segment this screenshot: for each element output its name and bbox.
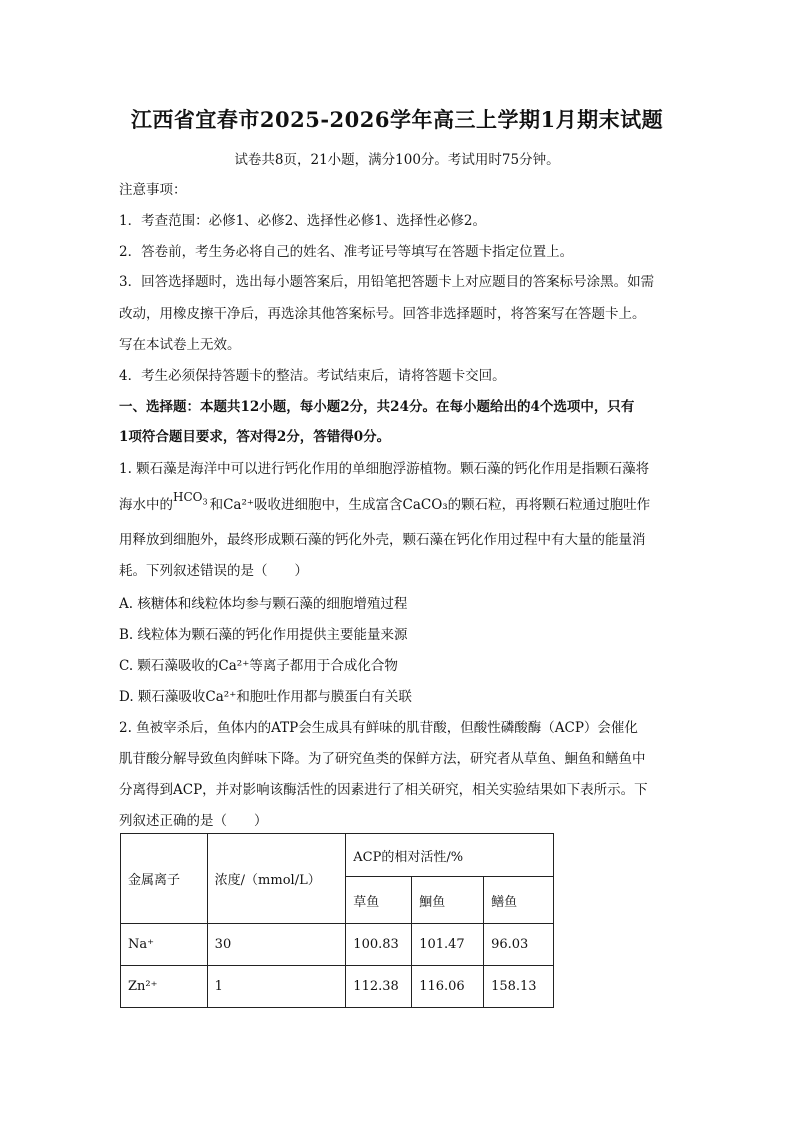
cell-conc: 1 [207,966,346,1008]
table-header-row [121,834,554,877]
notes-heading: 注意事项： [119,182,187,198]
note-item: 改动，用橡皮擦干净后，再选涂其他答案标号。回答非选择题时，将答案写在答题卡上。 [119,306,646,322]
note-item: 1．考查范围：必修1、必修2、选择性必修1、选择性必修2。 [119,213,486,229]
q1-text-segment: 和Ca²⁺吸收进细胞中，生成富含CaCO₃的颗石粒，再将颗石粒通过胞吐作 [209,497,651,513]
section-heading: 一、选择题：本题共12小题，每小题2分，共24分。在每小题给出的4个选项中，只有 [119,399,635,415]
option-d: D. 颗石藻吸收Ca²⁺和胞吐作用都与膜蛋白有关联 [119,689,412,705]
cell-value: 96.03 [484,924,554,966]
question-1-text: 耗。下列叙述错误的是（ ） [119,563,308,579]
cell-value: 158.13 [484,966,554,1008]
table-row [121,966,554,1008]
acp-activity-table [120,833,554,1008]
question-2-text: 肌苷酸分解导致鱼肉鲜味下降。为了研究鱼类的保鲜方法，研究者从草鱼、鮰鱼和鳝鱼中 [119,751,646,767]
header-acp-activity: ACP的相对活性/% [346,834,554,877]
question-2-text: 列叙述正确的是（ ） [119,813,268,829]
cell-value: 101.47 [412,924,484,966]
hco3-formula-sub: 3 [202,497,208,507]
question-2-text: 2. 鱼被宰杀后，鱼体内的ATP会生成具有鲜味的肌苷酸，但酸性磷酸酶（ACP）会催化 [119,720,638,736]
q1-text-segment: 海水中的 [119,497,173,513]
note-item: 4．考生必须保持答题卡的整洁。考试结束后，请将答题卡交回。 [119,368,506,384]
cell-conc: 30 [207,924,346,966]
hco3-formula-base: HCO [173,490,203,504]
option-c: C. 颗石藻吸收的Ca²⁺等离子都用于合成化合物 [119,658,398,674]
cell-ion: Zn²⁺ [121,966,208,1008]
note-item: 写在本试卷上无效。 [119,337,241,353]
cell-value: 116.06 [412,966,484,1008]
page-title: 江西省宜春市2025-2026学年高三上学期1月期末试题 [130,107,664,132]
section-heading-cont: 1项符合题目要求，答对得2分，答错得0分。 [119,429,391,445]
note-item: 3．回答选择题时，选出每小题答案后，用铅笔把答题卡上对应题目的答案标号涂黑。如需 [119,274,655,290]
header-metal-ion: 金属离子 [121,834,208,924]
cell-value: 100.83 [346,924,412,966]
cell-ion: Na⁺ [121,924,208,966]
option-b: B. 线粒体为颗石藻的钙化作用提供主要能量来源 [119,627,408,643]
hco3-formula [173,490,208,506]
option-a: A. 核糖体和线粒体均参与颗石藻的细胞增殖过程 [119,596,408,612]
question-1-text: 1. 颗石藻是海洋中可以进行钙化作用的单细胞浮游植物。颗石藻的钙化作用是指颗石藻将 [119,461,650,477]
header-fish: 鮰鱼 [412,877,484,924]
question-2-text: 分离得到ACP，并对影响该酶活性的因素进行了相关研究，相关实验结果如下表所示。下 [119,782,648,798]
note-item: 2．答卷前，考生务必将自己的姓名、准考证号等填写在答题卡指定位置上。 [119,244,574,260]
exam-info: 试卷共8页，21小题，满分100分。考试用时75分钟。 [234,152,560,168]
cell-value: 112.38 [346,966,412,1008]
header-fish: 鳝鱼 [484,877,554,924]
question-1-text [119,490,650,513]
table-row [121,924,554,966]
header-fish: 草鱼 [346,877,412,924]
header-concentration: 浓度/（mmol/L） [207,834,346,924]
question-1-text: 用释放到细胞外，最终形成颗石藻的钙化外壳，颗石藻在钙化作用过程中有大量的能量消 [119,532,646,548]
